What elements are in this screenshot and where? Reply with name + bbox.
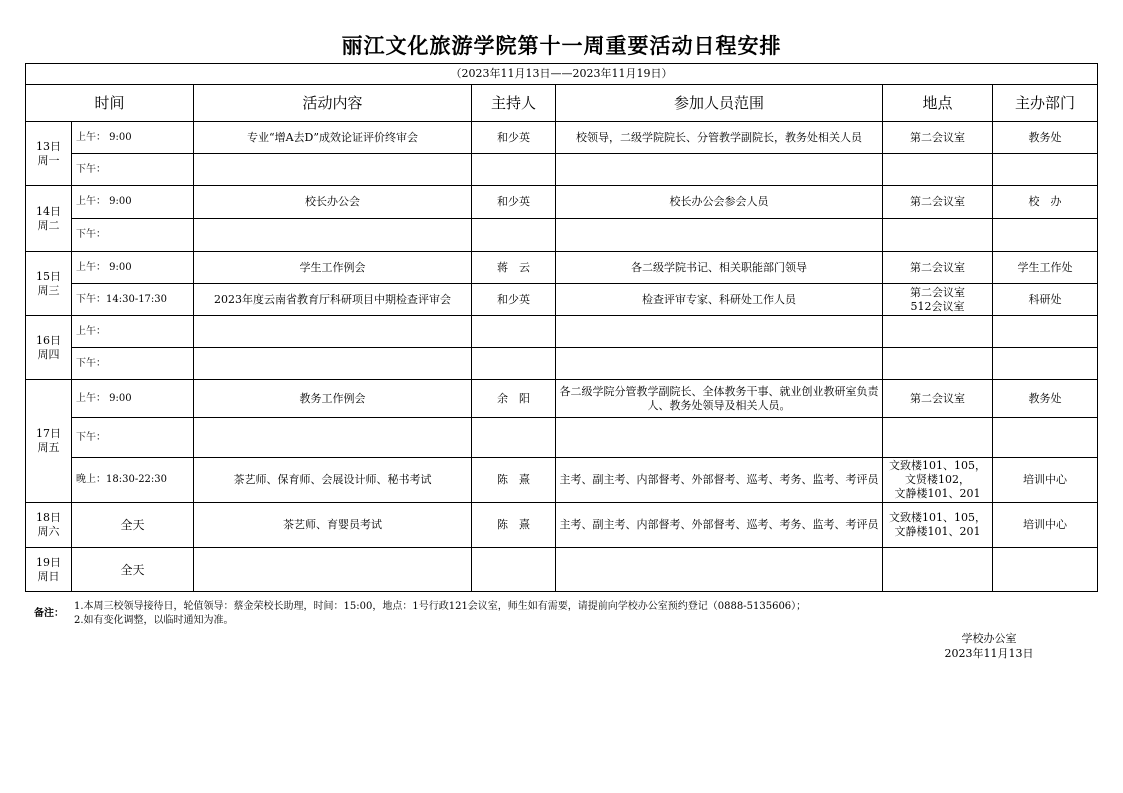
notes-label: 备注： — [34, 608, 64, 619]
table-row — [26, 316, 1098, 348]
activity-location: 第二会议室 512会议室 — [883, 284, 993, 316]
header-location: 地点 — [883, 85, 993, 122]
signature-date: 2023年11月13日 — [944, 647, 1034, 660]
activity-content — [194, 219, 472, 252]
activity-participants: 校长办公会参会人员 — [556, 186, 883, 219]
day-label: 19日 周日 — [26, 548, 72, 592]
table-row — [26, 458, 1098, 503]
time-slot: 下午：14:30-17:30 — [72, 284, 194, 316]
activity-location — [883, 219, 993, 252]
activity-content — [194, 316, 472, 348]
table-row — [26, 503, 1098, 548]
table-row — [26, 219, 1098, 252]
notes — [34, 600, 806, 628]
activity-content — [194, 154, 472, 186]
page-title: 丽江文化旅游学院第十一周重要活动日程安排 — [341, 33, 782, 58]
activity-dept: 教务处 — [993, 122, 1098, 154]
table-row — [26, 186, 1098, 219]
activity-dept: 校 办 — [993, 186, 1098, 219]
activity-host: 陈 熹 — [472, 458, 556, 503]
activity-content: 教务工作例会 — [194, 380, 472, 418]
activity-location: 第二会议室 — [883, 380, 993, 418]
activity-content — [194, 418, 472, 458]
activity-content — [194, 548, 472, 592]
activity-dept: 学生工作处 — [993, 252, 1098, 284]
time-slot: 下午： — [72, 348, 194, 380]
table-row — [26, 154, 1098, 186]
schedule-body — [26, 122, 1098, 592]
activity-location — [883, 154, 993, 186]
activity-participants — [556, 548, 883, 592]
schedule-table — [25, 63, 1098, 592]
table-row — [26, 122, 1098, 154]
activity-host: 余 阳 — [472, 380, 556, 418]
activity-dept — [993, 348, 1098, 380]
activity-content: 校长办公会 — [194, 186, 472, 219]
activity-location — [883, 316, 993, 348]
table-row — [26, 348, 1098, 380]
time-slot: 全天 — [72, 503, 194, 548]
time-slot: 下午： — [72, 418, 194, 458]
activity-dept: 培训中心 — [993, 503, 1098, 548]
header-participants: 参加人员范围 — [556, 85, 883, 122]
signature-office: 学校办公室 — [961, 632, 1017, 645]
activity-dept — [993, 316, 1098, 348]
activity-content — [194, 348, 472, 380]
header-content: 活动内容 — [194, 85, 472, 122]
activity-dept — [993, 418, 1098, 458]
activity-participants: 检查评审专家、科研处工作人员 — [556, 284, 883, 316]
activity-location — [883, 418, 993, 458]
activity-participants: 主考、副主考、内部督考、外部督考、巡考、考务、监考、考评员 — [556, 458, 883, 503]
activity-dept: 科研处 — [993, 284, 1098, 316]
activity-participants: 校领导，二级学院院长、分管教学副院长，教务处相关人员 — [556, 122, 883, 154]
table-row — [26, 284, 1098, 316]
activity-participants: 各二级学院分管教学副院长、全体教务干事、就业创业教研室负责人、教务处领导及相关人员。 — [556, 380, 883, 418]
table-row — [26, 252, 1098, 284]
activity-participants: 各二级学院书记、相关职能部门领导 — [556, 252, 883, 284]
header-host: 主持人 — [472, 85, 556, 122]
activity-host: 和少英 — [472, 284, 556, 316]
activity-dept: 培训中心 — [993, 458, 1098, 503]
time-slot: 下午： — [72, 219, 194, 252]
activity-content: 茶艺师、育婴员考试 — [194, 503, 472, 548]
activity-host: 蒋 云 — [472, 252, 556, 284]
time-slot: 上午： 9:00 — [72, 122, 194, 154]
activity-participants — [556, 418, 883, 458]
activity-participants — [556, 219, 883, 252]
activity-participants — [556, 348, 883, 380]
activity-host — [472, 316, 556, 348]
day-label: 17日 周五 — [26, 380, 72, 503]
table-row — [26, 380, 1098, 418]
activity-location: 第二会议室 — [883, 122, 993, 154]
activity-host: 和少英 — [472, 122, 556, 154]
activity-location — [883, 348, 993, 380]
table-row — [26, 418, 1098, 458]
note-line: 2.如有变化调整，以临时通知为准。 — [74, 615, 234, 626]
header-time: 时间 — [26, 85, 194, 122]
activity-participants — [556, 316, 883, 348]
activity-host — [472, 348, 556, 380]
note-line: 1.本周三校领导接待日，轮值领导：蔡金荣校长助理，时间：15:00，地点：1号行政121会议室，师生如有需要，请提前向学校办公室预约登记（0888-5135606）； — [74, 601, 807, 612]
time-slot: 下午： — [72, 154, 194, 186]
activity-location: 第二会议室 — [883, 186, 993, 219]
time-slot: 上午： 9:00 — [72, 186, 194, 219]
time-slot: 上午： — [72, 316, 194, 348]
activity-content: 茶艺师、保育师、会展设计师、秘书考试 — [194, 458, 472, 503]
signature-block — [930, 631, 1048, 661]
day-label: 14日 周二 — [26, 186, 72, 252]
table-row — [26, 548, 1098, 592]
activity-location: 文致楼101、105， 文贤楼102， 文静楼101、201 — [883, 458, 993, 503]
activity-content: 2023年度云南省教育厅科研项目中期检查评审会 — [194, 284, 472, 316]
time-slot: 上午： 9:00 — [72, 380, 194, 418]
day-label: 13日 周一 — [26, 122, 72, 186]
day-label: 15日 周三 — [26, 252, 72, 316]
header-dept: 主办部门 — [993, 85, 1098, 122]
activity-host — [472, 548, 556, 592]
date-range: （2023年11月13日——2023年11月19日） — [26, 64, 1098, 85]
activity-content: 专业“增A去D”成效论证评价终审会 — [194, 122, 472, 154]
activity-dept — [993, 548, 1098, 592]
activity-dept — [993, 219, 1098, 252]
activity-content: 学生工作例会 — [194, 252, 472, 284]
activity-location: 第二会议室 — [883, 252, 993, 284]
day-label: 16日 周四 — [26, 316, 72, 380]
time-slot: 晚上：18:30-22:30 — [72, 458, 194, 503]
activity-location: 文致楼101、105， 文静楼101、201 — [883, 503, 993, 548]
activity-location — [883, 548, 993, 592]
time-slot: 全天 — [72, 548, 194, 592]
activity-host — [472, 154, 556, 186]
activity-host — [472, 219, 556, 252]
activity-host — [472, 418, 556, 458]
activity-dept — [993, 154, 1098, 186]
time-slot: 上午： 9:00 — [72, 252, 194, 284]
day-label: 18日 周六 — [26, 503, 72, 548]
activity-dept: 教务处 — [993, 380, 1098, 418]
activity-participants: 主考、副主考、内部督考、外部督考、巡考、考务、监考、考评员 — [556, 503, 883, 548]
activity-participants — [556, 154, 883, 186]
activity-host: 陈 熹 — [472, 503, 556, 548]
activity-host: 和少英 — [472, 186, 556, 219]
